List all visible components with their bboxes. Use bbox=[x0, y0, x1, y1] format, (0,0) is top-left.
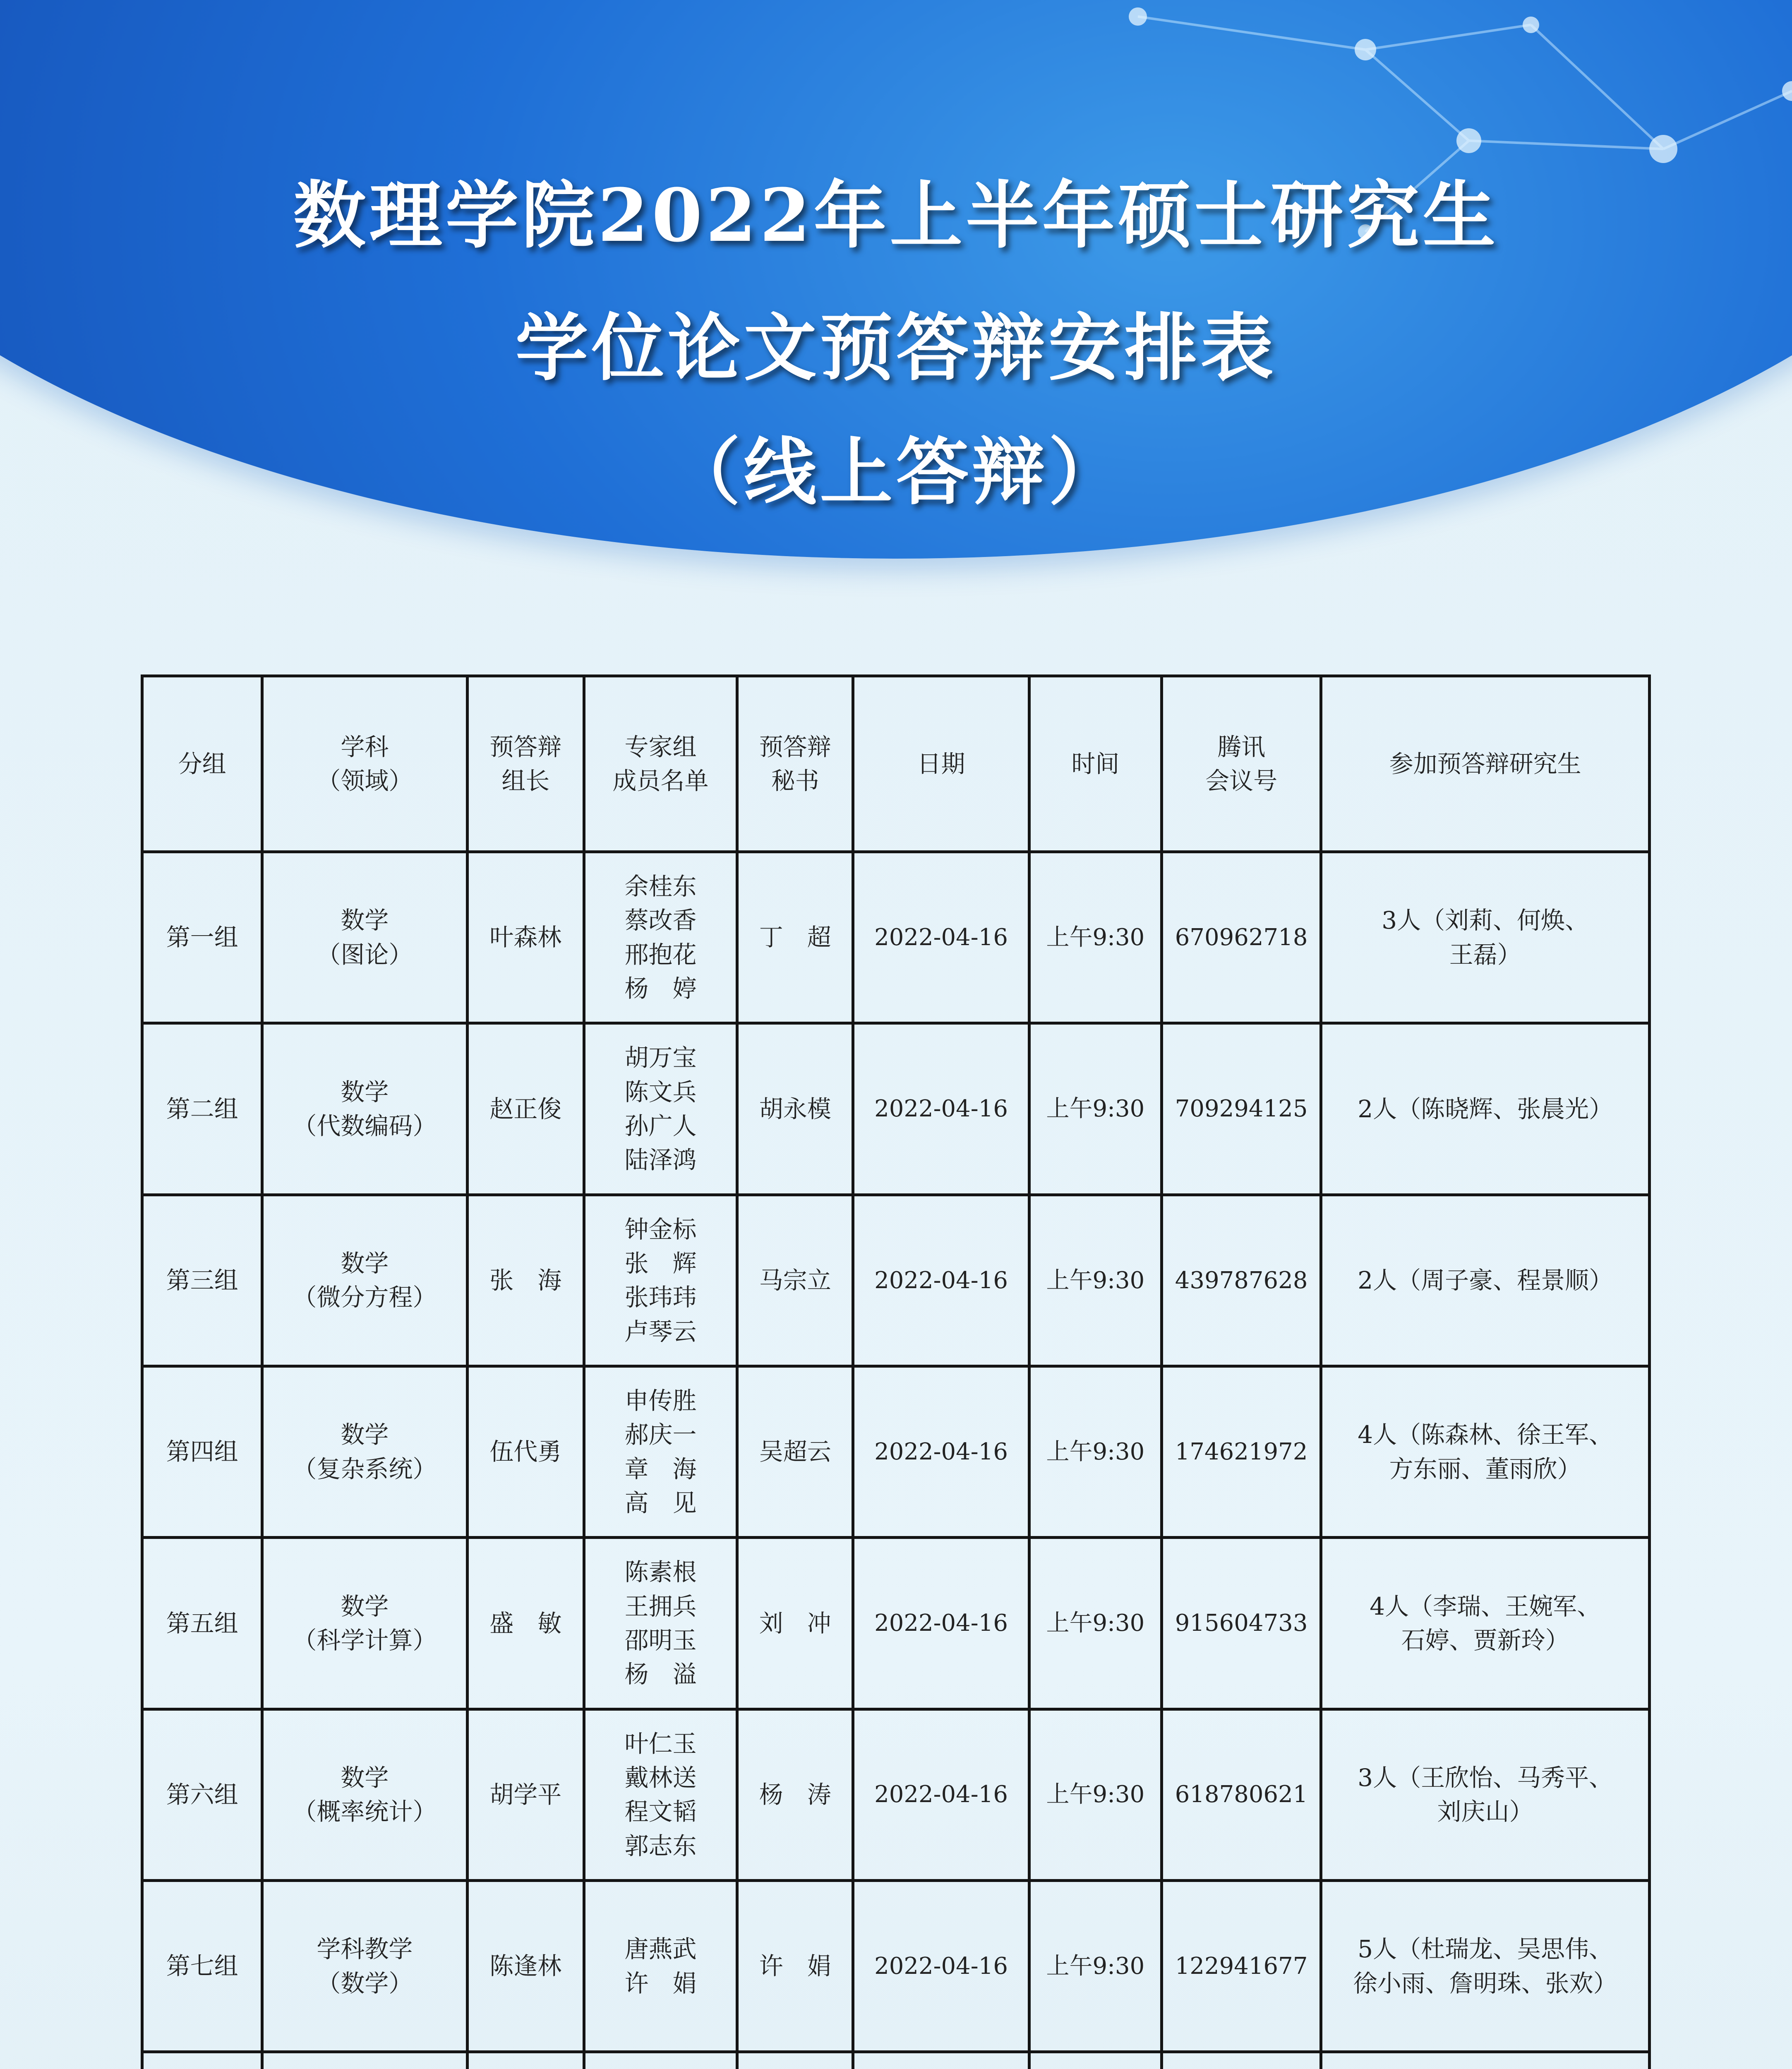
cell-meeting-id: 618780621 bbox=[1161, 1709, 1321, 1880]
cell-students: 3人（刘莉、何焕、 王磊） bbox=[1321, 852, 1650, 1023]
cell-group: 第六组 bbox=[142, 1709, 262, 1880]
cell-students: 2人（周子豪、程景顺） bbox=[1321, 1195, 1650, 1366]
cell-date: 2022-04-16 bbox=[853, 1023, 1029, 1195]
cell-subject: 数学 （图论） bbox=[262, 852, 467, 1023]
cell-leader bbox=[467, 2052, 584, 2069]
cell-students: 4人（陈森林、徐王军、 方东丽、董雨欣） bbox=[1321, 1366, 1650, 1537]
cell-group: 第五组 bbox=[142, 1538, 262, 1709]
cell-secretary: 胡永模 bbox=[737, 1023, 853, 1195]
defense-schedule-table bbox=[141, 674, 1651, 2069]
cell-students: 2人（陈晓辉、张晨光） bbox=[1321, 1023, 1650, 1195]
cell-group: 第三组 bbox=[142, 1195, 262, 1366]
cell-leader: 陈逢林 bbox=[467, 1880, 584, 2052]
cell-students: 3人（王欣怡、马秀平、 刘庆山） bbox=[1321, 1709, 1650, 1880]
header-leader: 预答辩 组长 bbox=[467, 676, 584, 852]
cell-meeting-id: 439787628 bbox=[1161, 1195, 1321, 1366]
cell-time: 上午9:30 bbox=[1029, 1880, 1161, 2052]
table-row bbox=[142, 1195, 1650, 1366]
cell-meeting-id: 915604733 bbox=[1161, 1538, 1321, 1709]
cell-leader: 胡学平 bbox=[467, 1709, 584, 1880]
header-row bbox=[142, 676, 1650, 852]
table-row bbox=[142, 1880, 1650, 2052]
cell-date: 2022-04-16 bbox=[853, 1538, 1029, 1709]
cell-students: 5人（杜瑞龙、吴思伟、 徐小雨、詹明珠、张欢） bbox=[1321, 1880, 1650, 2052]
cell-students: 4人（李瑞、王婉军、 石婷、贾新玲） bbox=[1321, 1538, 1650, 1709]
header-students: 参加预答辩研究生 bbox=[1321, 676, 1650, 852]
cell-experts: 叶仁玉 戴林送 程文韬 郭志东 bbox=[584, 1709, 737, 1880]
header-date: 日期 bbox=[853, 676, 1029, 852]
cell-leader: 张 海 bbox=[467, 1195, 584, 1366]
cell-group: 第一组 bbox=[142, 852, 262, 1023]
cell-subject: 数学 （微分方程） bbox=[262, 1195, 467, 1366]
page-title-line3: （线上答辩） bbox=[667, 429, 1125, 515]
cell-subject bbox=[262, 2052, 467, 2069]
cell-meeting-id: 709294125 bbox=[1161, 1023, 1321, 1195]
cell-time: 上午9:30 bbox=[1029, 1023, 1161, 1195]
table-row bbox=[142, 852, 1650, 1023]
cell-time: 上午9:30 bbox=[1029, 1195, 1161, 1366]
cell-group bbox=[142, 2052, 262, 2069]
cell-date: 2022-04-16 bbox=[853, 1880, 1029, 2052]
cell-experts: 申传胜 郝庆一 章 海 高 见 bbox=[584, 1366, 737, 1537]
cell-meeting-id: 670962718 bbox=[1161, 852, 1321, 1023]
page-title-line1: 数理学院2022年上半年硕士研究生 bbox=[293, 173, 1499, 258]
cell-experts: 唐燕武 许 娟 bbox=[584, 1880, 737, 2052]
cell-date: 2022-04-16 bbox=[853, 1709, 1029, 1880]
cell-subject: 数学 （概率统计） bbox=[262, 1709, 467, 1880]
cell-date: 2022-04-16 bbox=[853, 852, 1029, 1023]
cell-secretary: 丁 超 bbox=[737, 852, 853, 1023]
table-row bbox=[142, 1538, 1650, 1709]
cell-leader: 伍代勇 bbox=[467, 1366, 584, 1537]
cell-secretary: 马宗立 bbox=[737, 1195, 853, 1366]
cell-time: 上午9:30 bbox=[1029, 1709, 1161, 1880]
cell-group: 第七组 bbox=[142, 1880, 262, 2052]
cell-secretary: 吴超云 bbox=[737, 1366, 853, 1537]
cell-date: 2022-04-16 bbox=[853, 1366, 1029, 1537]
cell-experts bbox=[584, 2052, 737, 2069]
cell-date: 2022-04-16 bbox=[853, 1195, 1029, 1366]
cell-experts: 陈素根 王拥兵 邵明玉 杨 溢 bbox=[584, 1538, 737, 1709]
cell-time bbox=[1029, 2052, 1161, 2069]
cell-group: 第二组 bbox=[142, 1023, 262, 1195]
header-group: 分组 bbox=[142, 676, 262, 852]
header-meeting-id: 腾讯 会议号 bbox=[1161, 676, 1321, 852]
cell-meeting-id bbox=[1161, 2052, 1321, 2069]
cell-secretary: 刘 冲 bbox=[737, 1538, 853, 1709]
header-time: 时间 bbox=[1029, 676, 1161, 852]
header-subject: 学科 （领域） bbox=[262, 676, 467, 852]
cell-leader: 叶森林 bbox=[467, 852, 584, 1023]
cell-time: 上午9:30 bbox=[1029, 1538, 1161, 1709]
cell-secretary: 许 娟 bbox=[737, 1880, 853, 2052]
cell-meeting-id: 174621972 bbox=[1161, 1366, 1321, 1537]
cell-date bbox=[853, 2052, 1029, 2069]
cell-time: 上午9:30 bbox=[1029, 852, 1161, 1023]
cell-subject: 数学 （代数编码） bbox=[262, 1023, 467, 1195]
cell-secretary bbox=[737, 2052, 853, 2069]
cell-secretary: 杨 涛 bbox=[737, 1709, 853, 1880]
table-row bbox=[142, 1366, 1650, 1537]
cell-subject: 学科教学 （数学） bbox=[262, 1880, 467, 2052]
header-experts: 专家组 成员名单 bbox=[584, 676, 737, 852]
cell-time: 上午9:30 bbox=[1029, 1366, 1161, 1537]
cell-students bbox=[1321, 2052, 1650, 2069]
cell-leader: 赵正俊 bbox=[467, 1023, 584, 1195]
table-row bbox=[142, 2052, 1650, 2069]
header-secretary: 预答辩 秘书 bbox=[737, 676, 853, 852]
cell-leader: 盛 敏 bbox=[467, 1538, 584, 1709]
cell-meeting-id: 122941677 bbox=[1161, 1880, 1321, 2052]
cell-experts: 余桂东 蔡改香 邢抱花 杨 婷 bbox=[584, 852, 737, 1023]
table-row bbox=[142, 1709, 1650, 1880]
table-row bbox=[142, 1023, 1650, 1195]
cell-subject: 数学 （复杂系统） bbox=[262, 1366, 467, 1537]
cell-experts: 钟金标 张 辉 张玮玮 卢琴云 bbox=[584, 1195, 737, 1366]
page-title-line2: 学位论文预答辩安排表 bbox=[515, 305, 1277, 391]
cell-subject: 数学 （科学计算） bbox=[262, 1538, 467, 1709]
cell-group: 第四组 bbox=[142, 1366, 262, 1537]
cell-experts: 胡万宝 陈文兵 孙广人 陆泽鸿 bbox=[584, 1023, 737, 1195]
